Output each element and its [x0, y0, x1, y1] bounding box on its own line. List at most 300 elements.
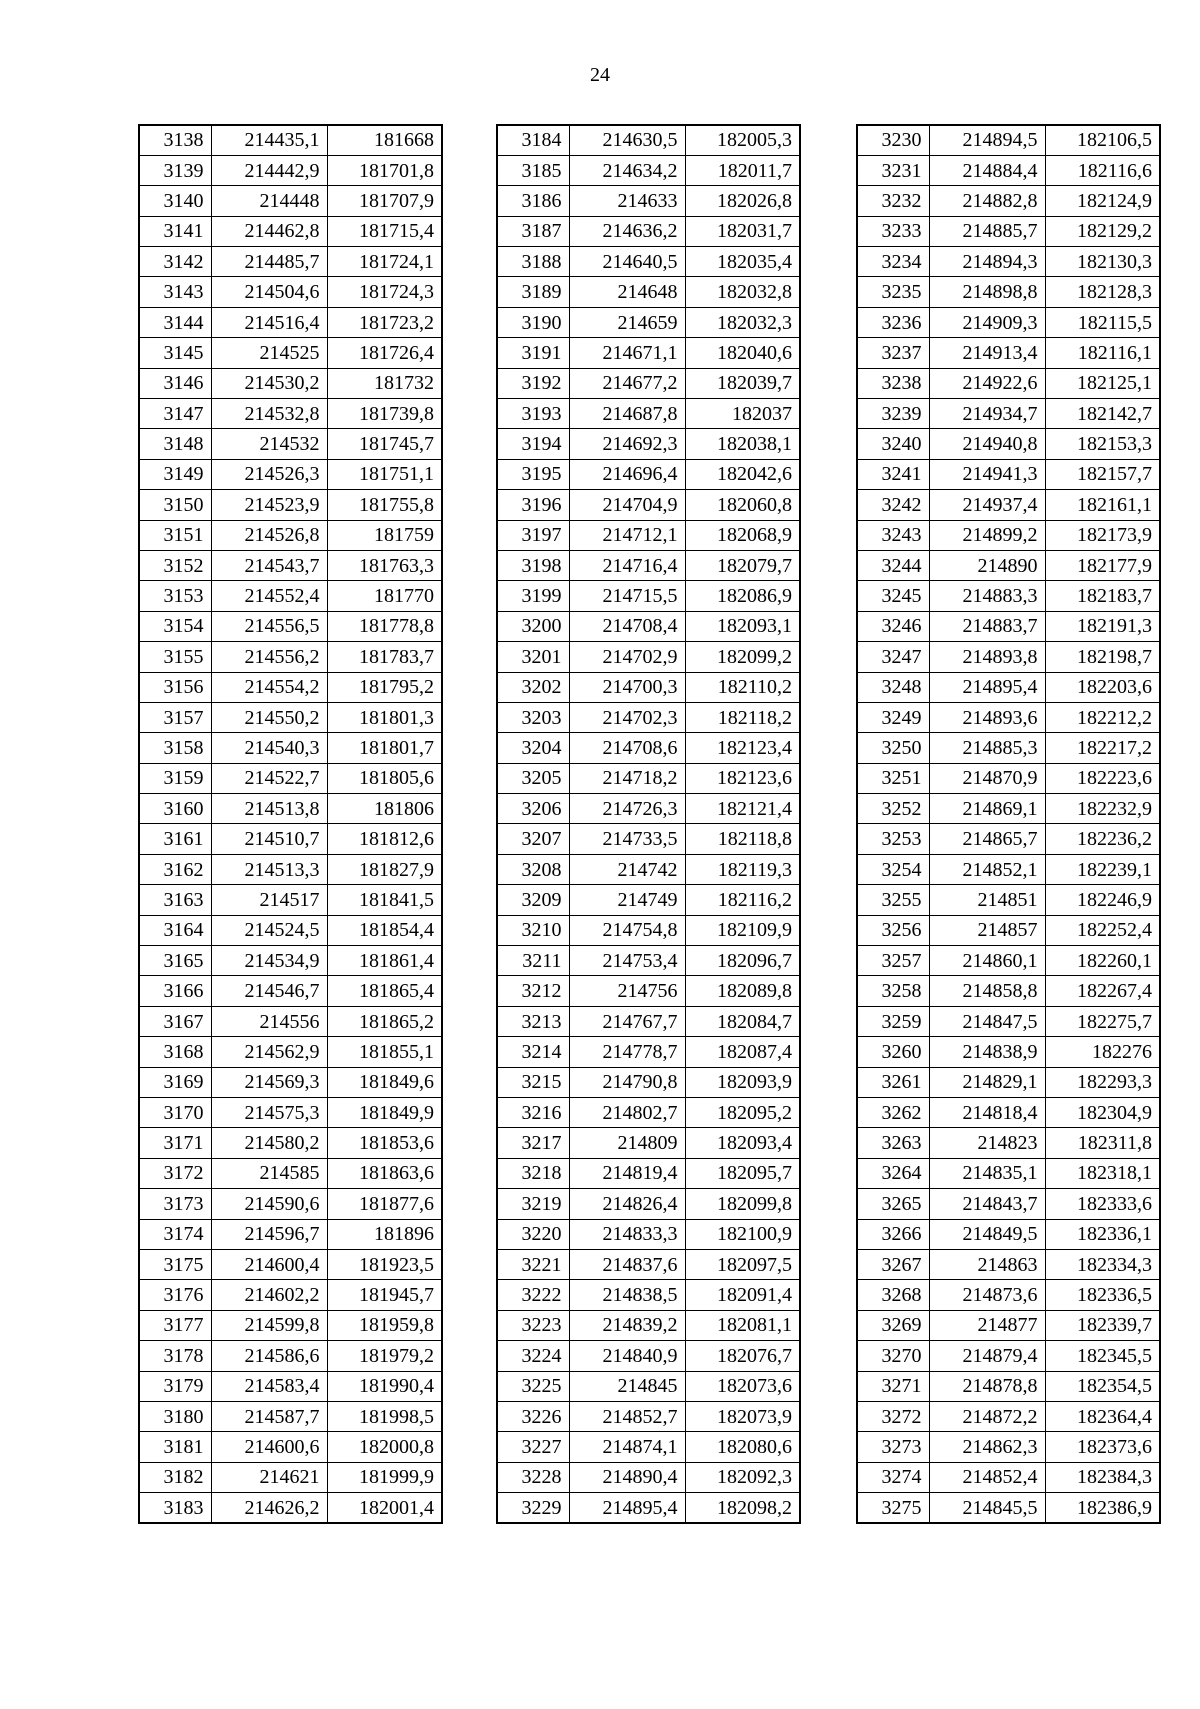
point-number-cell: 3226 — [497, 1401, 569, 1431]
table-row — [857, 915, 1160, 945]
table-row — [497, 459, 800, 489]
x-coordinate-cell: 214556 — [211, 1006, 327, 1036]
point-number-cell: 3182 — [139, 1462, 211, 1492]
y-coordinate-cell: 182039,7 — [685, 368, 800, 398]
table-row — [857, 368, 1160, 398]
point-number-cell: 3192 — [497, 368, 569, 398]
table-row — [857, 946, 1160, 976]
y-coordinate-cell: 181849,9 — [327, 1098, 442, 1128]
point-number-cell: 3257 — [857, 946, 929, 976]
point-number-cell: 3237 — [857, 338, 929, 368]
y-coordinate-cell: 182130,3 — [1045, 247, 1160, 277]
table-row — [139, 672, 442, 702]
y-coordinate-cell: 182373,6 — [1045, 1432, 1160, 1462]
x-coordinate-cell: 214849,5 — [929, 1219, 1045, 1249]
y-coordinate-cell: 182086,9 — [685, 581, 800, 611]
point-number-cell: 3162 — [139, 854, 211, 884]
point-number-cell: 3241 — [857, 459, 929, 489]
point-number-cell: 3167 — [139, 1006, 211, 1036]
point-number-cell: 3166 — [139, 976, 211, 1006]
x-coordinate-cell: 214532 — [211, 429, 327, 459]
x-coordinate-cell: 214513,8 — [211, 794, 327, 824]
y-coordinate-cell: 181959,8 — [327, 1310, 442, 1340]
y-coordinate-cell: 182191,3 — [1045, 611, 1160, 641]
x-coordinate-cell: 214840,9 — [569, 1341, 685, 1371]
table-row — [139, 459, 442, 489]
y-coordinate-cell: 182095,7 — [685, 1158, 800, 1188]
x-coordinate-cell: 214884,4 — [929, 155, 1045, 185]
point-number-cell: 3145 — [139, 338, 211, 368]
x-coordinate-cell: 214513,3 — [211, 854, 327, 884]
x-coordinate-cell: 214883,7 — [929, 611, 1045, 641]
table-row — [497, 794, 800, 824]
y-coordinate-cell: 182110,2 — [685, 672, 800, 702]
y-coordinate-cell: 182040,6 — [685, 338, 800, 368]
x-coordinate-cell: 214852,1 — [929, 854, 1045, 884]
point-number-cell: 3248 — [857, 672, 929, 702]
y-coordinate-cell: 181841,5 — [327, 885, 442, 915]
table-row — [857, 1067, 1160, 1097]
table-row — [497, 307, 800, 337]
table-row — [139, 307, 442, 337]
table-row — [857, 1006, 1160, 1036]
y-coordinate-cell: 182080,6 — [685, 1432, 800, 1462]
point-number-cell: 3217 — [497, 1128, 569, 1158]
table-row — [857, 459, 1160, 489]
point-number-cell: 3219 — [497, 1189, 569, 1219]
table-row — [497, 702, 800, 732]
point-number-cell: 3171 — [139, 1128, 211, 1158]
y-coordinate-cell: 182026,8 — [685, 186, 800, 216]
x-coordinate-cell: 214922,6 — [929, 368, 1045, 398]
point-number-cell: 3178 — [139, 1341, 211, 1371]
y-coordinate-cell: 182157,7 — [1045, 459, 1160, 489]
point-number-cell: 3155 — [139, 642, 211, 672]
point-number-cell: 3163 — [139, 885, 211, 915]
table-row — [139, 1432, 442, 1462]
point-number-cell: 3270 — [857, 1341, 929, 1371]
table-row — [139, 976, 442, 1006]
y-coordinate-cell: 181865,2 — [327, 1006, 442, 1036]
y-coordinate-cell: 182087,4 — [685, 1037, 800, 1067]
x-coordinate-cell: 214523,9 — [211, 490, 327, 520]
point-number-cell: 3144 — [139, 307, 211, 337]
point-number-cell: 3176 — [139, 1280, 211, 1310]
point-number-cell: 3197 — [497, 520, 569, 550]
x-coordinate-cell: 214677,2 — [569, 368, 685, 398]
x-coordinate-cell: 214742 — [569, 854, 685, 884]
x-coordinate-cell: 214845,5 — [929, 1493, 1045, 1523]
y-coordinate-cell: 182115,5 — [1045, 307, 1160, 337]
y-coordinate-cell: 181770 — [327, 581, 442, 611]
x-coordinate-cell: 214890 — [929, 550, 1045, 580]
y-coordinate-cell: 182093,4 — [685, 1128, 800, 1158]
x-coordinate-cell: 214692,3 — [569, 429, 685, 459]
point-number-cell: 3169 — [139, 1067, 211, 1097]
table-row — [497, 1098, 800, 1128]
point-number-cell: 3153 — [139, 581, 211, 611]
table-row — [497, 338, 800, 368]
point-number-cell: 3158 — [139, 733, 211, 763]
table-row — [497, 1128, 800, 1158]
y-coordinate-cell: 181806 — [327, 794, 442, 824]
table-row — [857, 1493, 1160, 1523]
table-row — [139, 550, 442, 580]
x-coordinate-cell: 214448 — [211, 186, 327, 216]
point-number-cell: 3179 — [139, 1371, 211, 1401]
page-number: 24 — [590, 64, 610, 86]
point-number-cell: 3185 — [497, 155, 569, 185]
table-row — [139, 1462, 442, 1492]
y-coordinate-cell: 182081,1 — [685, 1310, 800, 1340]
point-number-cell: 3147 — [139, 399, 211, 429]
y-coordinate-cell: 181745,7 — [327, 429, 442, 459]
y-coordinate-cell: 182031,7 — [685, 216, 800, 246]
x-coordinate-cell: 214718,2 — [569, 763, 685, 793]
x-coordinate-cell: 214899,2 — [929, 520, 1045, 550]
x-coordinate-cell: 214556,2 — [211, 642, 327, 672]
x-coordinate-cell: 214790,8 — [569, 1067, 685, 1097]
point-number-cell: 3220 — [497, 1219, 569, 1249]
x-coordinate-cell: 214862,3 — [929, 1432, 1045, 1462]
x-coordinate-cell: 214526,3 — [211, 459, 327, 489]
y-coordinate-cell: 182076,7 — [685, 1341, 800, 1371]
x-coordinate-cell: 214837,6 — [569, 1249, 685, 1279]
point-number-cell: 3186 — [497, 186, 569, 216]
table-row — [497, 399, 800, 429]
point-number-cell: 3139 — [139, 155, 211, 185]
x-coordinate-cell: 214934,7 — [929, 399, 1045, 429]
x-coordinate-cell: 214878,8 — [929, 1371, 1045, 1401]
y-coordinate-cell: 182042,6 — [685, 459, 800, 489]
table-row — [139, 854, 442, 884]
point-number-cell: 3255 — [857, 885, 929, 915]
y-coordinate-cell: 182275,7 — [1045, 1006, 1160, 1036]
point-number-cell: 3194 — [497, 429, 569, 459]
y-coordinate-cell: 182073,6 — [685, 1371, 800, 1401]
x-coordinate-cell: 214893,6 — [929, 702, 1045, 732]
point-number-cell: 3263 — [857, 1128, 929, 1158]
y-coordinate-cell: 181726,4 — [327, 338, 442, 368]
table-row — [497, 885, 800, 915]
point-number-cell: 3267 — [857, 1249, 929, 1279]
x-coordinate-cell: 214874,1 — [569, 1432, 685, 1462]
x-coordinate-cell: 214882,8 — [929, 186, 1045, 216]
point-number-cell: 3181 — [139, 1432, 211, 1462]
table-row — [139, 1249, 442, 1279]
x-coordinate-cell: 214851 — [929, 885, 1045, 915]
table-row — [497, 520, 800, 550]
point-number-cell: 3218 — [497, 1158, 569, 1188]
x-coordinate-cell: 214583,4 — [211, 1371, 327, 1401]
table-row — [857, 429, 1160, 459]
y-coordinate-cell: 181877,6 — [327, 1189, 442, 1219]
point-number-cell: 3196 — [497, 490, 569, 520]
table-row — [857, 1371, 1160, 1401]
y-coordinate-cell: 182098,2 — [685, 1493, 800, 1523]
point-number-cell: 3142 — [139, 247, 211, 277]
point-number-cell: 3216 — [497, 1098, 569, 1128]
x-coordinate-cell: 214894,5 — [929, 125, 1045, 155]
point-number-cell: 3173 — [139, 1189, 211, 1219]
table-row — [497, 1341, 800, 1371]
point-number-cell: 3253 — [857, 824, 929, 854]
x-coordinate-cell: 214838,5 — [569, 1280, 685, 1310]
table-row — [139, 733, 442, 763]
point-number-cell: 3191 — [497, 338, 569, 368]
x-coordinate-cell: 214569,3 — [211, 1067, 327, 1097]
y-coordinate-cell: 181715,4 — [327, 216, 442, 246]
point-number-cell: 3239 — [857, 399, 929, 429]
y-coordinate-cell: 181854,4 — [327, 915, 442, 945]
point-number-cell: 3258 — [857, 976, 929, 1006]
table-row — [857, 1432, 1160, 1462]
table-row — [857, 733, 1160, 763]
x-coordinate-cell: 214885,7 — [929, 216, 1045, 246]
table-row — [139, 399, 442, 429]
x-coordinate-cell: 214708,6 — [569, 733, 685, 763]
x-coordinate-cell: 214462,8 — [211, 216, 327, 246]
table-row — [139, 1006, 442, 1036]
point-number-cell: 3202 — [497, 672, 569, 702]
table-row — [139, 1280, 442, 1310]
y-coordinate-cell: 182099,2 — [685, 642, 800, 672]
point-number-cell: 3268 — [857, 1280, 929, 1310]
y-coordinate-cell: 181778,8 — [327, 611, 442, 641]
table-row — [139, 794, 442, 824]
table-row — [857, 550, 1160, 580]
point-number-cell: 3244 — [857, 550, 929, 580]
y-coordinate-cell: 182260,1 — [1045, 946, 1160, 976]
x-coordinate-cell: 214893,8 — [929, 642, 1045, 672]
x-coordinate-cell: 214442,9 — [211, 155, 327, 185]
y-coordinate-cell: 182217,2 — [1045, 733, 1160, 763]
y-coordinate-cell: 181923,5 — [327, 1249, 442, 1279]
point-number-cell: 3224 — [497, 1341, 569, 1371]
x-coordinate-cell: 214823 — [929, 1128, 1045, 1158]
table-row — [857, 824, 1160, 854]
table-row — [497, 368, 800, 398]
y-coordinate-cell: 182035,4 — [685, 247, 800, 277]
table-row — [497, 1037, 800, 1067]
y-coordinate-cell: 182232,9 — [1045, 794, 1160, 824]
point-number-cell: 3180 — [139, 1401, 211, 1431]
table-row — [857, 338, 1160, 368]
x-coordinate-cell: 214852,7 — [569, 1401, 685, 1431]
x-coordinate-cell: 214909,3 — [929, 307, 1045, 337]
table-row — [139, 1098, 442, 1128]
y-coordinate-cell: 181812,6 — [327, 824, 442, 854]
x-coordinate-cell: 214696,4 — [569, 459, 685, 489]
x-coordinate-cell: 214543,7 — [211, 550, 327, 580]
x-coordinate-cell: 214858,8 — [929, 976, 1045, 1006]
y-coordinate-cell: 182123,6 — [685, 763, 800, 793]
point-number-cell: 3140 — [139, 186, 211, 216]
x-coordinate-cell: 214754,8 — [569, 915, 685, 945]
y-coordinate-cell: 181723,2 — [327, 307, 442, 337]
point-number-cell: 3265 — [857, 1189, 929, 1219]
table-row — [857, 186, 1160, 216]
table-row — [497, 915, 800, 945]
x-coordinate-cell: 214845 — [569, 1371, 685, 1401]
x-coordinate-cell: 214504,6 — [211, 277, 327, 307]
point-number-cell: 3152 — [139, 550, 211, 580]
table-row — [497, 1371, 800, 1401]
y-coordinate-cell: 182037 — [685, 399, 800, 429]
x-coordinate-cell: 214753,4 — [569, 946, 685, 976]
table-row — [139, 490, 442, 520]
point-number-cell: 3211 — [497, 946, 569, 976]
x-coordinate-cell: 214802,7 — [569, 1098, 685, 1128]
y-coordinate-cell: 181999,9 — [327, 1462, 442, 1492]
table-row — [857, 1462, 1160, 1492]
point-number-cell: 3174 — [139, 1219, 211, 1249]
y-coordinate-cell: 181751,1 — [327, 459, 442, 489]
y-coordinate-cell: 182236,2 — [1045, 824, 1160, 854]
table-row — [497, 1219, 800, 1249]
table-row — [139, 368, 442, 398]
y-coordinate-cell: 181863,6 — [327, 1158, 442, 1188]
table-row — [497, 1189, 800, 1219]
point-number-cell: 3203 — [497, 702, 569, 732]
point-number-cell: 3157 — [139, 702, 211, 732]
table-row — [857, 155, 1160, 185]
y-coordinate-cell: 182096,7 — [685, 946, 800, 976]
y-coordinate-cell: 182124,9 — [1045, 186, 1160, 216]
x-coordinate-cell: 214554,2 — [211, 672, 327, 702]
y-coordinate-cell: 181855,1 — [327, 1037, 442, 1067]
table-row — [497, 581, 800, 611]
table-row — [857, 1098, 1160, 1128]
y-coordinate-cell: 182001,4 — [327, 1493, 442, 1523]
y-coordinate-cell: 182116,2 — [685, 885, 800, 915]
point-number-cell: 3175 — [139, 1249, 211, 1279]
x-coordinate-cell: 214636,2 — [569, 216, 685, 246]
point-number-cell: 3189 — [497, 277, 569, 307]
point-number-cell: 3262 — [857, 1098, 929, 1128]
x-coordinate-cell: 214552,4 — [211, 581, 327, 611]
point-number-cell: 3154 — [139, 611, 211, 641]
point-number-cell: 3184 — [497, 125, 569, 155]
x-coordinate-cell: 214556,5 — [211, 611, 327, 641]
x-coordinate-cell: 214671,1 — [569, 338, 685, 368]
y-coordinate-cell: 181783,7 — [327, 642, 442, 672]
x-coordinate-cell: 214687,8 — [569, 399, 685, 429]
table-row — [139, 1067, 442, 1097]
table-row — [497, 976, 800, 1006]
coordinate-table-2 — [496, 124, 801, 1524]
table-row — [497, 1067, 800, 1097]
point-number-cell: 3272 — [857, 1401, 929, 1431]
table-row — [139, 885, 442, 915]
point-number-cell: 3252 — [857, 794, 929, 824]
y-coordinate-cell: 181668 — [327, 125, 442, 155]
point-number-cell: 3246 — [857, 611, 929, 641]
x-coordinate-cell: 214833,3 — [569, 1219, 685, 1249]
point-number-cell: 3149 — [139, 459, 211, 489]
point-number-cell: 3240 — [857, 429, 929, 459]
point-number-cell: 3210 — [497, 915, 569, 945]
y-coordinate-cell: 182293,3 — [1045, 1067, 1160, 1097]
table-row — [497, 1401, 800, 1431]
point-number-cell: 3227 — [497, 1432, 569, 1462]
point-number-cell: 3193 — [497, 399, 569, 429]
coordinate-table-1 — [138, 124, 443, 1524]
table-row — [139, 824, 442, 854]
point-number-cell: 3223 — [497, 1310, 569, 1340]
y-coordinate-cell: 181990,4 — [327, 1371, 442, 1401]
y-coordinate-cell: 182032,8 — [685, 277, 800, 307]
table-row — [139, 520, 442, 550]
table-row — [139, 277, 442, 307]
y-coordinate-cell: 182276 — [1045, 1037, 1160, 1067]
table-row — [857, 1158, 1160, 1188]
table-row — [139, 642, 442, 672]
y-coordinate-cell: 181759 — [327, 520, 442, 550]
point-number-cell: 3247 — [857, 642, 929, 672]
y-coordinate-cell: 182123,4 — [685, 733, 800, 763]
y-coordinate-cell: 181732 — [327, 368, 442, 398]
point-number-cell: 3188 — [497, 247, 569, 277]
point-number-cell: 3177 — [139, 1310, 211, 1340]
table-row — [497, 763, 800, 793]
point-number-cell: 3160 — [139, 794, 211, 824]
point-number-cell: 3234 — [857, 247, 929, 277]
x-coordinate-cell: 214546,7 — [211, 976, 327, 1006]
x-coordinate-cell: 214852,4 — [929, 1462, 1045, 1492]
point-number-cell: 3229 — [497, 1493, 569, 1523]
x-coordinate-cell: 214659 — [569, 307, 685, 337]
point-number-cell: 3235 — [857, 277, 929, 307]
table-row — [857, 642, 1160, 672]
point-number-cell: 3222 — [497, 1280, 569, 1310]
point-number-cell: 3143 — [139, 277, 211, 307]
y-coordinate-cell: 182091,4 — [685, 1280, 800, 1310]
y-coordinate-cell: 182060,8 — [685, 490, 800, 520]
y-coordinate-cell: 182128,3 — [1045, 277, 1160, 307]
x-coordinate-cell: 214767,7 — [569, 1006, 685, 1036]
x-coordinate-cell: 214865,7 — [929, 824, 1045, 854]
point-number-cell: 3195 — [497, 459, 569, 489]
point-number-cell: 3213 — [497, 1006, 569, 1036]
table-row — [139, 1219, 442, 1249]
point-number-cell: 3159 — [139, 763, 211, 793]
y-coordinate-cell: 181739,8 — [327, 399, 442, 429]
x-coordinate-cell: 214580,2 — [211, 1128, 327, 1158]
x-coordinate-cell: 214702,9 — [569, 642, 685, 672]
x-coordinate-cell: 214826,4 — [569, 1189, 685, 1219]
y-coordinate-cell: 182336,5 — [1045, 1280, 1160, 1310]
x-coordinate-cell: 214869,1 — [929, 794, 1045, 824]
y-coordinate-cell: 181724,3 — [327, 277, 442, 307]
point-number-cell: 3208 — [497, 854, 569, 884]
point-number-cell: 3209 — [497, 885, 569, 915]
y-coordinate-cell: 182223,6 — [1045, 763, 1160, 793]
y-coordinate-cell: 182252,4 — [1045, 915, 1160, 945]
x-coordinate-cell: 214895,4 — [929, 672, 1045, 702]
table-row — [139, 429, 442, 459]
y-coordinate-cell: 181861,4 — [327, 946, 442, 976]
table-row — [857, 1280, 1160, 1310]
y-coordinate-cell: 182129,2 — [1045, 216, 1160, 246]
table-row — [139, 702, 442, 732]
y-coordinate-cell: 182364,4 — [1045, 1401, 1160, 1431]
x-coordinate-cell: 214530,2 — [211, 368, 327, 398]
table-row — [139, 581, 442, 611]
y-coordinate-cell: 182339,7 — [1045, 1310, 1160, 1340]
table-row — [139, 247, 442, 277]
point-number-cell: 3148 — [139, 429, 211, 459]
